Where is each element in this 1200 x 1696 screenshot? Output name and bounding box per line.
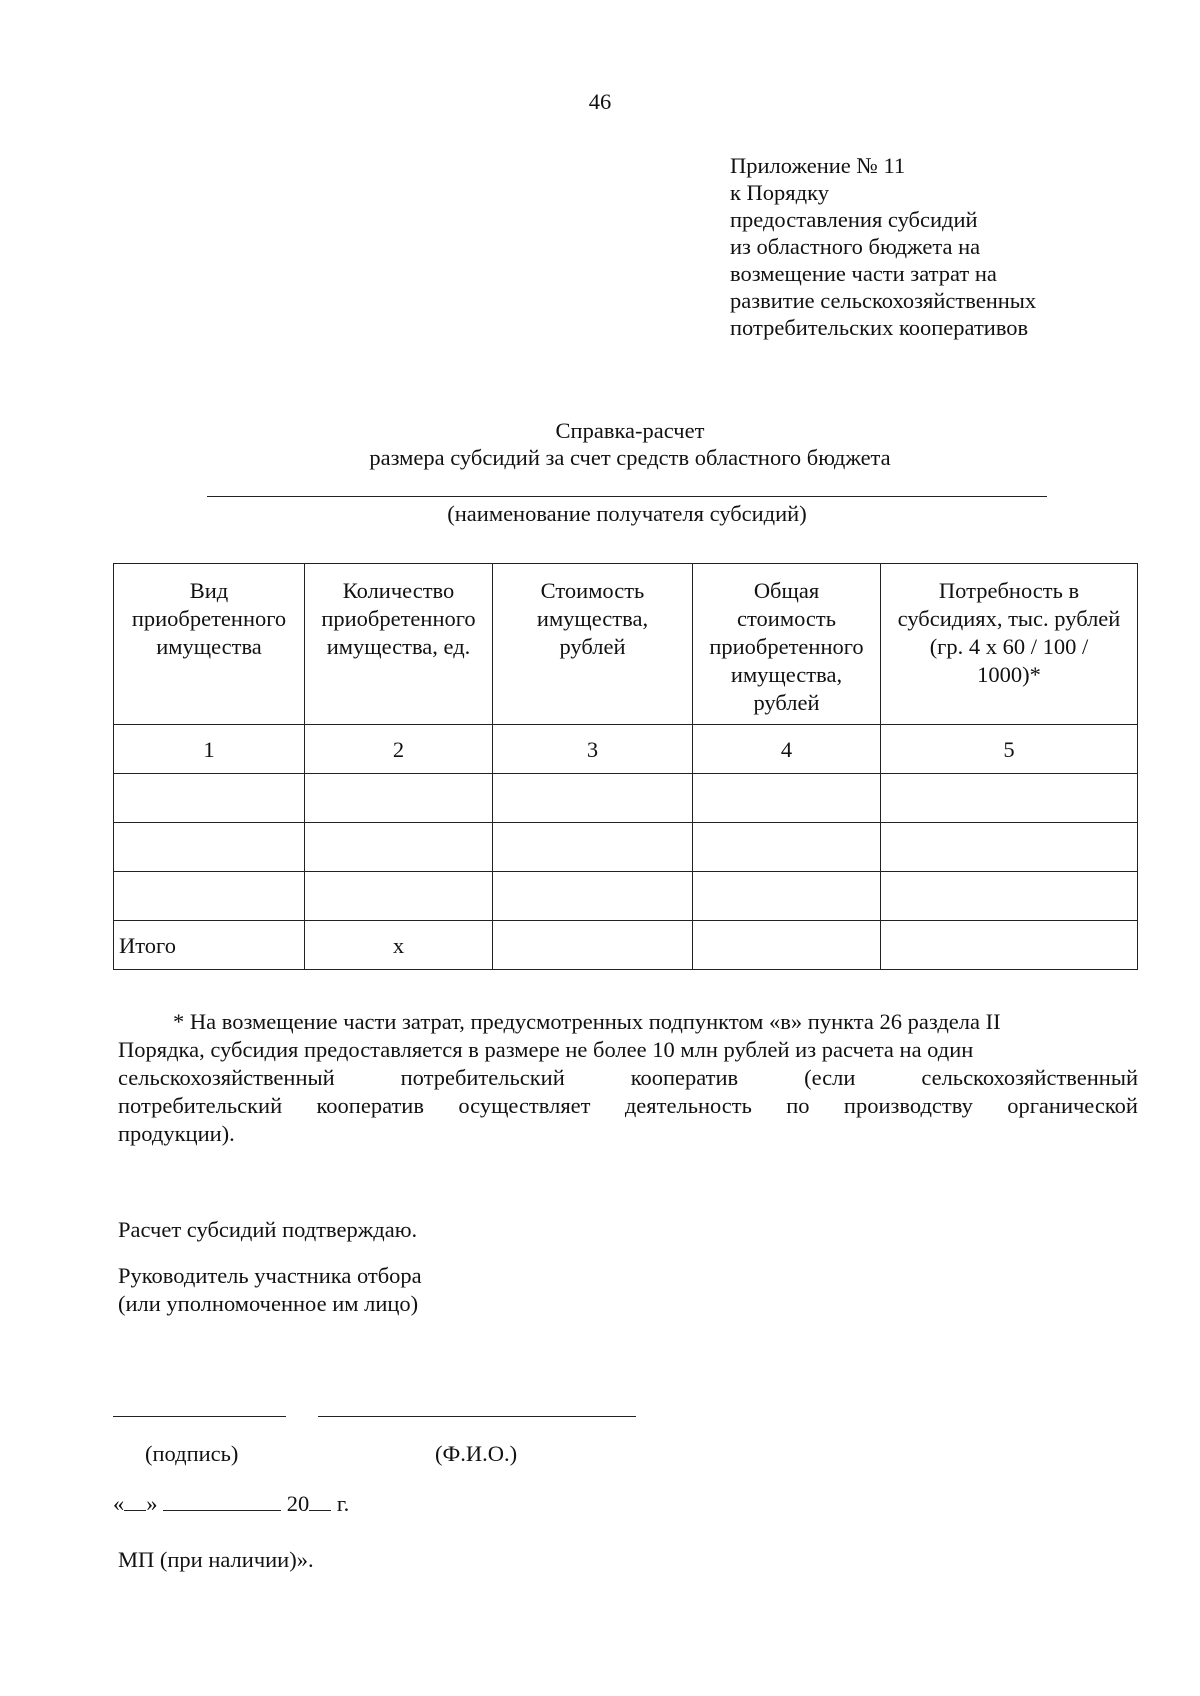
title-line-2: размера субсидий за счет средств областного бюджета (369, 445, 891, 470)
confirmation-text: Расчет субсидий подтверждаю. (118, 1217, 418, 1242)
empty-cell[interactable] (305, 823, 493, 872)
empty-cell[interactable] (493, 823, 693, 872)
footnote-line: Порядка, субсидия предоставляется в размере не более 10 млн рублей из расчета на один (118, 1037, 974, 1062)
empty-cell[interactable] (493, 774, 693, 823)
appendix-line: возмещение части затрат на (730, 261, 997, 286)
signature-line[interactable] (113, 1416, 286, 1417)
footnote-line: потребительский кооператив осуществляет деятельность по производству органической (118, 1093, 1138, 1118)
document-title (0, 417, 1200, 471)
column-number-row (114, 725, 1138, 774)
day-blank[interactable] (124, 1490, 146, 1511)
appendix-line: из областного бюджета на (730, 234, 981, 259)
empty-cell[interactable] (493, 921, 693, 970)
header-cell-total-cost: Общая стоимость приобретенного имущества, рублей (693, 564, 881, 725)
appendix-line: потребительских кооперативов (730, 315, 1029, 340)
footnote-line: продукции). (118, 1121, 235, 1146)
total-quantity: х (305, 921, 493, 970)
empty-cell[interactable] (693, 823, 881, 872)
header-cell-quantity: Количество приобретенного имущества, ед. (305, 564, 493, 725)
date-line: « » 20 г. (113, 1491, 350, 1516)
head-label-line-2: (или уполномоченное им лицо) (118, 1291, 419, 1316)
empty-cell[interactable] (693, 872, 881, 921)
title-line-1: Справка-расчет (555, 418, 705, 443)
empty-cell[interactable] (114, 823, 305, 872)
table-row (114, 823, 1138, 872)
footnote (118, 1008, 1138, 1148)
appendix-line: к Порядку (730, 180, 829, 205)
empty-cell[interactable] (305, 872, 493, 921)
footnote-line: сельскохозяйственный потребительский кооператив (если сельскохозяйственный (118, 1065, 1138, 1090)
page-number: 46 (588, 89, 612, 114)
total-label: Итого (114, 921, 305, 970)
appendix-reference (730, 152, 1150, 341)
table-header-row (114, 564, 1138, 725)
empty-cell[interactable] (114, 872, 305, 921)
appendix-line: предоставления субсидий (730, 207, 978, 232)
head-label-line-1: Руководитель участника отбора (118, 1263, 422, 1288)
empty-cell[interactable] (693, 921, 881, 970)
empty-cell[interactable] (114, 774, 305, 823)
recipient-caption: (наименование получателя субсидий) (447, 501, 807, 526)
header-cell-subsidy-need: Потребность в субсидиях, тыс. рублей (гр. 4 х 60 / 100 / 1000)* (881, 564, 1138, 725)
fio-caption: (Ф.И.О.) (435, 1441, 518, 1466)
empty-cell[interactable] (693, 774, 881, 823)
calculation-table (113, 563, 1138, 970)
column-number: 3 (493, 725, 693, 774)
empty-cell[interactable] (881, 823, 1138, 872)
header-cell-unit-cost: Стоимость имущества, рублей (493, 564, 693, 725)
empty-cell[interactable] (881, 774, 1138, 823)
stamp-note: МП (при наличии)». (118, 1547, 314, 1572)
empty-cell[interactable] (881, 872, 1138, 921)
month-blank[interactable] (163, 1490, 281, 1511)
table-row (114, 872, 1138, 921)
empty-cell[interactable] (305, 774, 493, 823)
appendix-line: Приложение № 11 (730, 153, 906, 178)
recipient-name-line[interactable] (207, 496, 1047, 497)
signature-caption: (подпись) (145, 1441, 239, 1466)
column-number: 1 (114, 725, 305, 774)
footnote-line: * На возмещение части затрат, предусмотренных подпунктом «в» пункта 26 раздела II (173, 1009, 1001, 1034)
appendix-line: развитие сельскохозяйственных (730, 288, 1037, 313)
empty-cell[interactable] (881, 921, 1138, 970)
fio-line[interactable] (318, 1416, 636, 1417)
year-blank[interactable] (309, 1490, 331, 1511)
empty-cell[interactable] (493, 872, 693, 921)
column-number: 2 (305, 725, 493, 774)
table-row (114, 774, 1138, 823)
total-row (114, 921, 1138, 970)
column-number: 4 (693, 725, 881, 774)
header-cell-property-type: Вид приобретенного имущества (114, 564, 305, 725)
column-number: 5 (881, 725, 1138, 774)
